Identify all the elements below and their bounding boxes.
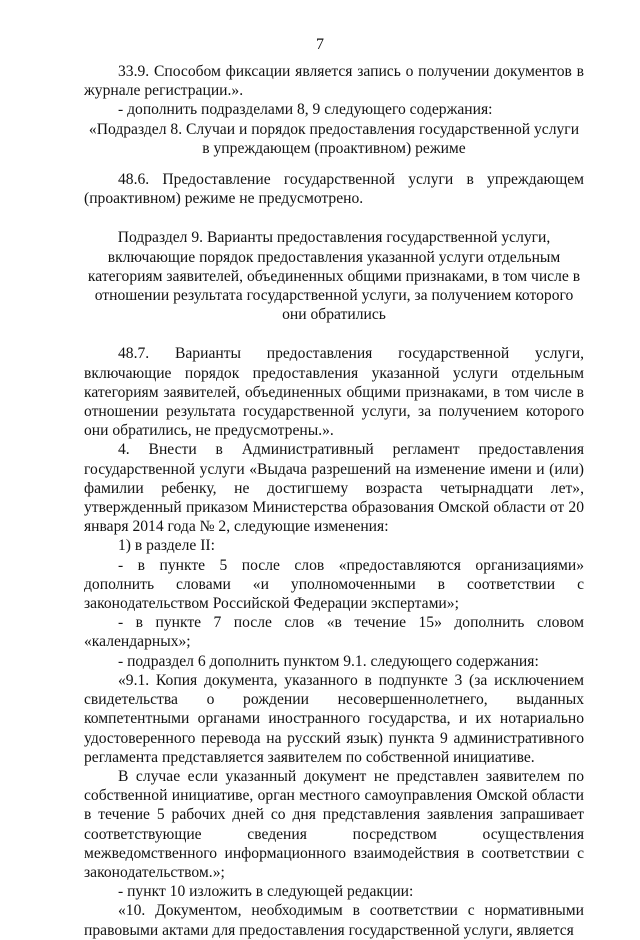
subsection-8-heading: «Подраздел 8. Случаи и порядок предоставления государственной услуги в упреждающем (проактивном) режиме (88, 120, 580, 157)
paragraph-case: В случае если указанный документ не представлен заявителем по собственной инициативе, орган местного самоуправления Омской области в течение 5 рабочих дней со дня представления заявления запрашивает соответствующие сведения посредством осуществления межведомственного информационного взаимодействия в соответствии с законодательством.»; (84, 767, 584, 881)
paragraph-subsection-6: - подраздел 6 дополнить пунктом 9.1. следующего содержания: (118, 652, 539, 670)
paragraph-10: «10. Документом, необходимым в соответствии с нормативными правовыми актами для предоставления государственной услуги, является (84, 902, 584, 939)
paragraph-point-5: - в пункте 5 после слов «предоставляются организациями» дополнить словами «и уполномоченными в соответствии с законодательством Российской Федерации экспертами»; (84, 556, 584, 613)
paragraph-section-ii: 1) в разделе II: (118, 537, 215, 555)
paragraph-48-7: 48.7. Варианты предоставления государственной услуги, включающие порядок предоставления указанной услуги отдельным категориям заявителей, объединенных общими признаками, в том числе в отношении результата государственной услуги, за получением которого они обратились, не предусмотрены.». (84, 345, 584, 440)
paragraph-add-subsections: - дополнить подразделами 8, 9 следующего содержания: (118, 101, 493, 119)
paragraph-point-10: - пункт 10 изложить в следующей редакции: (118, 883, 414, 901)
paragraph-9-1: «9.1. Копия документа, указанного в подпункте 3 (за исключением свидетельства о рождении несовершеннолетнего, выданных компетентными органами иностранного государства, и их нотариально удостоверенного перевода на русский язык) пункта 9 административного регламента представляется заявителем по собственной инициативе. (84, 671, 584, 766)
subsection-9-heading: Подраздел 9. Варианты предоставления государственной услуги, включающие порядок предоставления указанной услуги отдельным категориям заявителей, объединенных общими признаками, в том числе в отношении результата государственной услуги, за получением которого они обратились (87, 229, 581, 324)
document-body (84, 62, 584, 940)
paragraph-point-7: - в пункте 7 после слов «в течение 15» дополнить словом «календарных»; (84, 614, 584, 651)
paragraph-33-9: 33.9. Способом фиксации является запись о получении документов в журнале регистрации.». (84, 63, 584, 100)
page-number: 7 (316, 36, 324, 53)
paragraph-item-4: 4. Внести в Административный регламент предоставления государственной услуги «Выдача разрешений на изменение имени и (или) фамилии ребенку, не достигшему возраста четырнадцати лет», утвержденный приказом Министерства образования Омской области от 20 января 2014 года № 2, следующие изменения: (84, 441, 584, 536)
paragraph-48-6: 48.6. Предоставление государственной услуги в упреждающем (проактивном) режиме не предусмотрено. (84, 171, 584, 208)
